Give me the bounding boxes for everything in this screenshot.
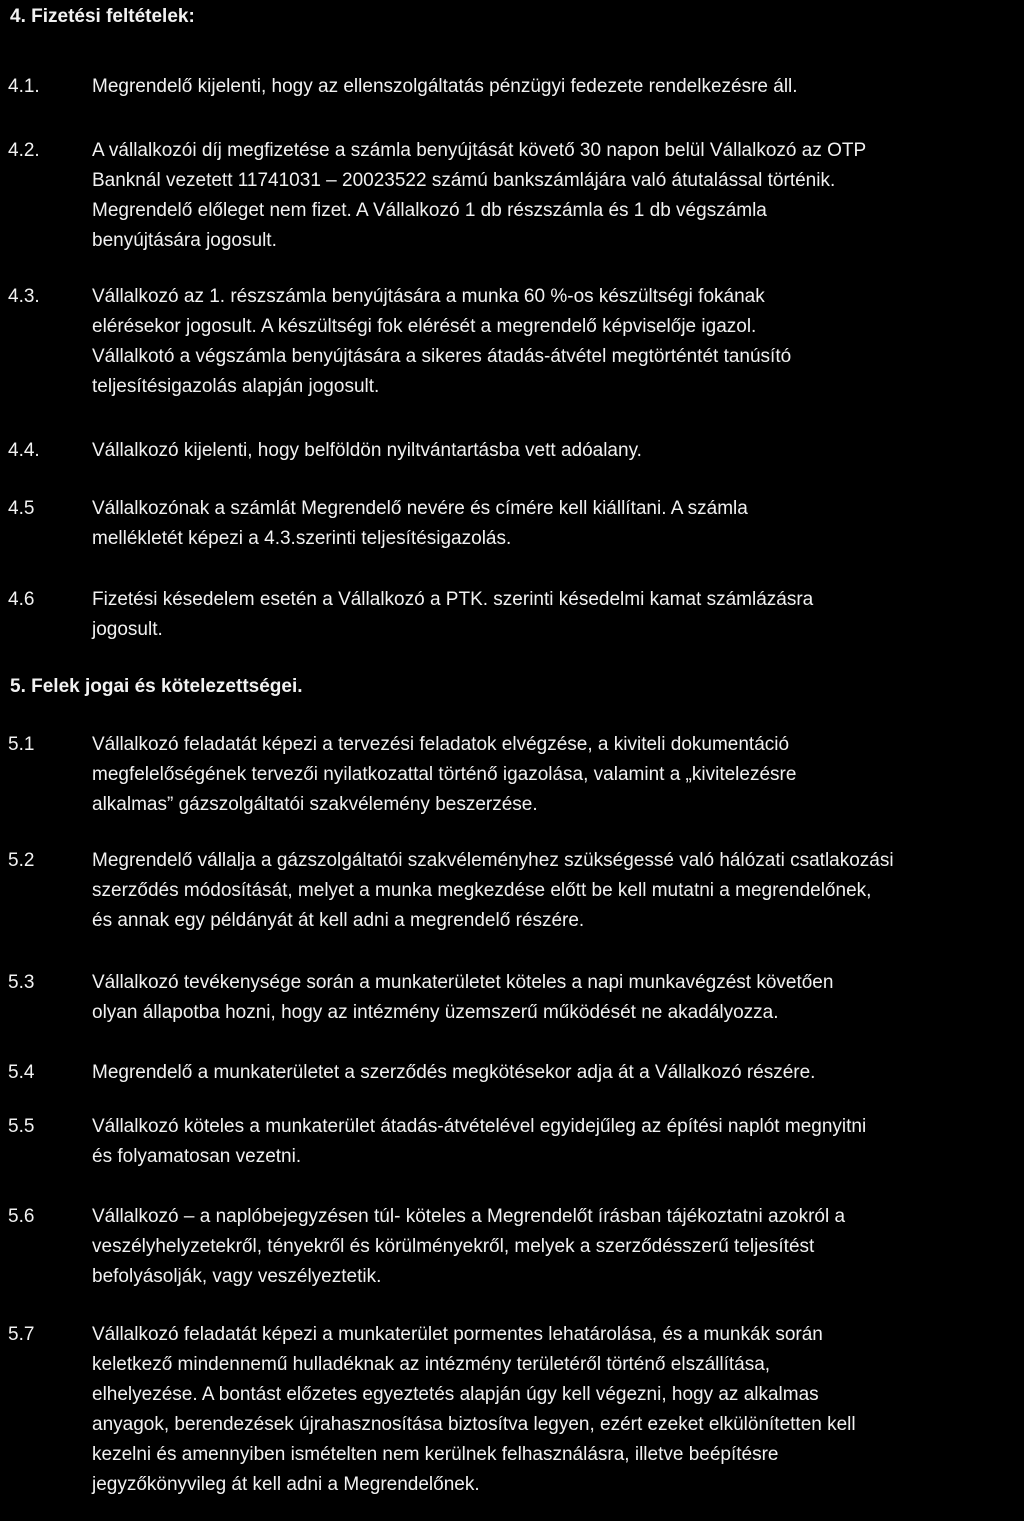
clause-number: 5.5 — [8, 1116, 35, 1137]
text-line: és annak egy példányát át kell adni a megrendelő részére. — [92, 910, 585, 931]
section-heading-5: 5. Felek jogai és kötelezettségei. — [10, 676, 303, 697]
text-line: Vállalkozó – a naplóbejegyzésen túl- köteles a Megrendelőt írásban tájékoztatni azokról a — [92, 1206, 846, 1227]
clause-number: 4.2. — [8, 140, 40, 161]
clause-text — [92, 72, 1017, 102]
text-line: Vállalkozó kijelenti, hogy belföldön nyiltvántartásba vett adóalany. — [92, 440, 642, 461]
text-line: megfelelőségének tervezői nyilatkozattal történő igazolása, valamint a „kivitelezésre — [92, 764, 797, 785]
clause-number: 4.4. — [8, 440, 40, 461]
clause-number: 5.3 — [8, 972, 35, 993]
text-line: Vállalkozónak a számlát Megrendelő nevére és címére kell kiállítani. A számla — [92, 498, 748, 519]
section-heading-4: 4. Fizetési feltételek: — [10, 6, 195, 27]
clause-text — [92, 846, 1017, 936]
text-line: veszélyhelyzetekről, tényekről és körülményekről, melyek a szerződésszerű teljesítést — [92, 1236, 815, 1257]
text-line: Vállalkotó a végszámla benyújtására a sikeres átadás-átvétel megtörténtét tanúsító — [92, 346, 792, 367]
clause-text — [92, 136, 1017, 256]
text-line: Vállalkozó köteles a munkaterület átadás-átvételével egyidejűleg az építési naplót megnyitni — [92, 1116, 867, 1137]
text-line: és folyamatosan vezetni. — [92, 1146, 302, 1167]
text-line: Megrendelő előleget nem fizet. A Vállalkozó 1 db részszámla és 1 db végszámla — [92, 200, 767, 221]
clause-number: 5.7 — [8, 1324, 35, 1345]
clause-number: 4.3. — [8, 286, 40, 307]
text-line: elérésekor jogosult. A készültségi fok elérését a megrendelő képviselője igazol. — [92, 316, 757, 337]
text-line: benyújtására jogosult. — [92, 230, 277, 251]
text-line: mellékletét képezi a 4.3.szerinti teljesítésigazolás. — [92, 528, 512, 549]
clause-text — [92, 1320, 1017, 1500]
clause-number: 5.1 — [8, 734, 35, 755]
text-line: jegyzőkönyvileg át kell adni a Megrendelőnek. — [92, 1474, 480, 1495]
text-line: Vállalkozó feladatát képezi a tervezési feladatok elvégzése, a kiviteli dokumentáció — [92, 734, 790, 755]
clause-number: 5.2 — [8, 850, 35, 871]
text-line: jogosult. — [92, 619, 163, 640]
clause-text — [92, 282, 1017, 402]
clause-text — [92, 494, 1017, 554]
clause-text — [92, 436, 1017, 466]
clause-number: 5.4 — [8, 1062, 35, 1083]
clause-text — [92, 1202, 1017, 1292]
text-line: befolyásolják, vagy veszélyeztetik. — [92, 1266, 382, 1287]
text-line: Fizetési késedelem esetén a Vállalkozó a PTK. szerinti késedelmi kamat számlázásra — [92, 589, 814, 610]
clause-text — [92, 968, 1017, 1028]
text-line: elhelyezése. A bontást előzetes egyeztetés alapján úgy kell végezni, hogy az alkalmas — [92, 1384, 819, 1405]
text-line: Megrendelő vállalja a gázszolgáltatói szakvéleményhez szükségessé való hálózati csatlakozási — [92, 850, 894, 871]
clause-text — [92, 585, 1017, 645]
clause-number: 5.6 — [8, 1206, 35, 1227]
text-line: Vállalkozó az 1. részszámla benyújtására a munka 60 %-os készültségi fokának — [92, 286, 765, 307]
clause-number: 4.1. — [8, 76, 40, 97]
text-line: teljesítésigazolás alapján jogosult. — [92, 376, 380, 397]
text-line: Megrendelő kijelenti, hogy az ellenszolgáltatás pénzügyi fedezete rendelkezésre áll. — [92, 76, 798, 97]
text-line: Vállalkozó tevékenysége során a munkaterületet köteles a napi munkavégzést követően — [92, 972, 834, 993]
text-line: szerződés módosítását, melyet a munka megkezdése előtt be kell mutatni a megrendelőnek, — [92, 880, 872, 901]
text-line: Megrendelő a munkaterületet a szerződés megkötésekor adja át a Vállalkozó részére. — [92, 1062, 816, 1083]
text-line: Banknál vezetett 11741031 – 20023522 számú bankszámlájára való átutalással történik. — [92, 170, 836, 191]
clause-text — [92, 730, 1017, 820]
clause-number: 4.5 — [8, 498, 35, 519]
text-line: anyagok, berendezések újrahasznosítása biztosítva legyen, ezért ezeket elkülönítetten kell — [92, 1414, 856, 1435]
clause-number: 4.6 — [8, 589, 35, 610]
clause-text — [92, 1112, 1017, 1172]
text-line: olyan állapotba hozni, hogy az intézmény üzemszerű működését ne akadályozza. — [92, 1002, 779, 1023]
text-line: A vállalkozói díj megfizetése a számla benyújtását követő 30 napon belül Vállalkozó az OTP — [92, 140, 867, 161]
text-line: Vállalkozó feladatát képezi a munkaterület pormentes lehatárolása, és a munkák során — [92, 1324, 823, 1345]
text-line: keletkező mindennemű hulladéknak az intézmény területéről történő elszállítása, — [92, 1354, 771, 1375]
text-line: kezelni és amennyiben ismételten nem kerülnek felhasználásra, illetve beépítésre — [92, 1444, 779, 1465]
text-line: alkalmas” gázszolgáltatói szakvélemény beszerzése. — [92, 794, 538, 815]
clause-text — [92, 1058, 1017, 1088]
